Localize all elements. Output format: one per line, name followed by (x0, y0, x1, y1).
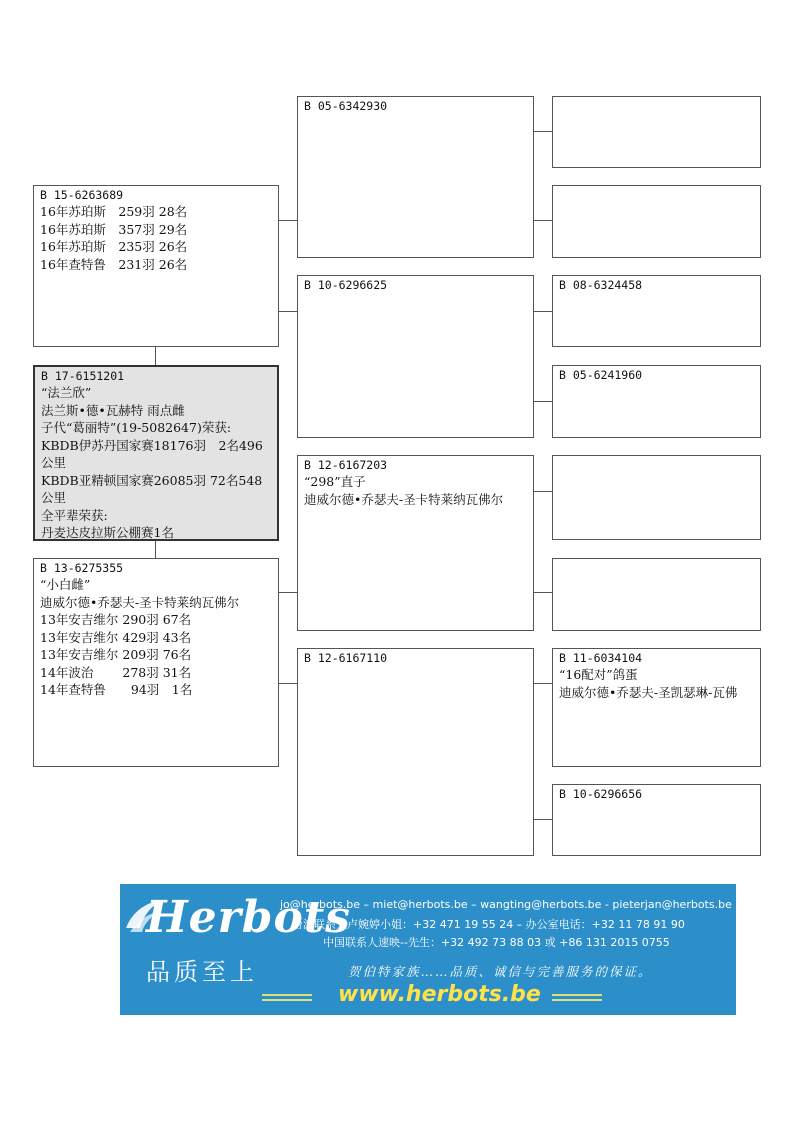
result-line: 丹麦达皮拉斯公棚赛1名 (41, 525, 174, 540)
result-line: 13年安吉维尔 429羽 43名 (40, 629, 192, 645)
bird-info: 迪威尔德•乔瑟夫-圣凯瑟琳-瓦佛 (559, 684, 738, 700)
great-grandparent-box (552, 455, 761, 540)
divider (262, 999, 312, 1001)
connector (278, 683, 297, 684)
connector (155, 540, 156, 558)
connector (533, 819, 552, 820)
connector (278, 220, 297, 221)
great-grandparent-box (552, 558, 761, 631)
ring-number: B 15-6263689 (40, 188, 124, 202)
connector (155, 346, 156, 366)
result-line: KBDB伊苏丹国家赛18176羽 2名496公里 (41, 437, 263, 470)
connector (533, 220, 552, 221)
connector (533, 401, 552, 402)
sire-box (33, 185, 279, 347)
result-line: 14年波治 278羽 31名 (40, 664, 192, 680)
bird-info: 法兰斯•德•瓦赫特 雨点雌 (41, 402, 185, 418)
result-line: 16年查特鲁 231羽 26名 (40, 256, 188, 272)
ring-number: B 10-6296656 (559, 787, 643, 801)
great-grandparent-box (552, 275, 761, 347)
result-line: KBDB亚精顿国家赛26085羽 72名548公里 (41, 472, 263, 505)
bird-name: “298”直子 (304, 474, 366, 489)
result-line: 14年查特鲁 94羽 1名 (40, 682, 193, 697)
motto: 贺伯特家族……品质、诚信与完善服务的保证。 (348, 964, 653, 979)
bird-info: 子代“葛丽特”(19-5082647)荣获: (41, 420, 232, 435)
result-line: 13年安吉维尔 209羽 76名 (40, 647, 192, 662)
ring-number: B 12-6167203 (304, 458, 388, 472)
divider (552, 999, 602, 1001)
bird-info: 全平辈荣获: (41, 507, 108, 523)
great-grandparent-box (552, 784, 761, 856)
website-link[interactable]: www.herbots.be (338, 982, 541, 1007)
connector (278, 592, 297, 593)
ring-number: B 11-6034104 (559, 651, 643, 665)
result-line: 16年苏珀斯 357羽 29名 (40, 221, 188, 237)
connector (278, 311, 297, 312)
ring-number: B 05-6241960 (559, 368, 643, 382)
taiwan-contact: 台湾联系人卢婉婷小姐：+32 471 19 55 24 – 办公室电话：+32 11 78 91 90 (292, 918, 685, 931)
sire-sire-box (297, 96, 534, 258)
result-line: 16年苏珀斯 235羽 26名 (40, 239, 188, 254)
ring-number: B 05-6342930 (304, 99, 388, 113)
bird-name: “16配对”鸽蛋 (559, 667, 638, 682)
ring-number: B 08-6324458 (559, 278, 643, 292)
dam-sire-box (297, 455, 534, 631)
great-grandparent-box (552, 96, 761, 168)
slogan: 品质至上 (146, 958, 258, 986)
great-grandparent-box (552, 365, 761, 438)
ring-number: B 12-6167110 (304, 651, 388, 665)
bird-info: 迪威尔德•乔瑟夫-圣卡特莱纳瓦佛尔 (40, 594, 240, 610)
herbots-logo: Herbots (146, 892, 351, 943)
dam-dam-box (297, 648, 534, 856)
bird-name: “小白雌” (40, 577, 91, 592)
bird-name: “法兰欣” (41, 385, 92, 400)
result-line: 16年苏珀斯 259羽 28名 (40, 204, 188, 219)
great-grandparent-box (552, 648, 761, 767)
connector (533, 683, 552, 684)
email-line: jo@herbots.be – miet@herbots.be – wangting@herbots.be - pieterjan@herbots.be (280, 898, 732, 911)
result-line: 13年安吉维尔 290羽 67名 (40, 612, 192, 627)
ring-number: B 13-6275355 (40, 561, 124, 575)
dam-box (33, 558, 279, 767)
bird-info: 迪威尔德•乔瑟夫-圣卡特莱纳瓦佛尔 (304, 491, 504, 507)
ring-number: B 17-6151201 (41, 369, 125, 383)
subject-box (33, 365, 279, 541)
china-contact: 中国联系人速映--先生：+32 492 73 88 03 或 +86 131 2015 0755 (323, 936, 670, 949)
connector (533, 592, 552, 593)
herbots-banner (120, 884, 736, 1015)
divider (552, 994, 602, 996)
great-grandparent-box (552, 185, 761, 258)
sire-dam-box (297, 275, 534, 438)
connector (533, 491, 552, 492)
divider (262, 994, 312, 996)
ring-number: B 10-6296625 (304, 278, 388, 292)
connector (533, 131, 552, 132)
connector (533, 311, 552, 312)
